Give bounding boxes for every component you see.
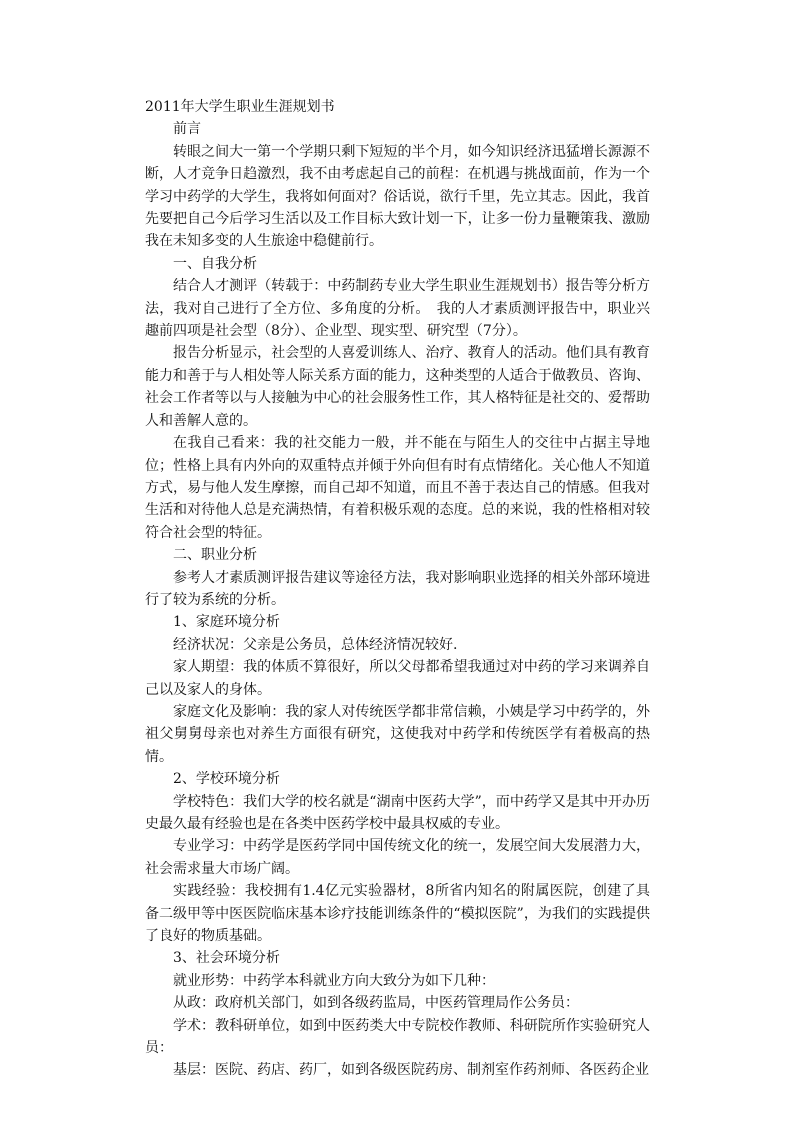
paragraph: 从政：政府机关部门，如到各级药监局，中医药管理局作公务员：	[173, 995, 579, 1012]
paragraph: 家人期望：我的体质不算很好，所以父母都希望我通过对中药的学习来调养自己以及家人的身体。	[145, 659, 650, 698]
section-heading-preface: 前言	[173, 121, 201, 138]
paragraph: 专业学习：中药学是医药学同中国传统文化的统一，发展空间大发展潜力大，社会需求量大市场广阔。	[145, 838, 650, 877]
paragraph: 就业形势：中药学本科就业方向大致分为如下几种：	[173, 972, 495, 989]
paragraph: 实践经验：我校拥有1.4亿元实验器材，8所省内知名的附属医院，创建了具备二级甲等中医医院临床基本诊疗技能训练条件的“模拟医院”，为我们的实践提供了良好的物质基础。	[145, 883, 650, 945]
subsection-heading-school: 2、学校环境分析	[173, 771, 280, 788]
paragraph: 基层：医院、药店、药厂，如到各级医院药房、制剂室作药剂师、各医药企业	[173, 1062, 649, 1079]
section-heading-self-analysis: 一、自我分析	[173, 255, 257, 272]
paragraph: 在我自己看来：我的社交能力一般，并不能在与陌生人的交往中占据主导地位；性格上具有内外向的双重特点并倾于外向但有时有点情绪化。关心他人不知道方式，易与他人发生摩擦，而自己却不知道，而且不善于表达自己的情感。但我对生活和对待他人总是充满热情，有着积极乐观的态度。总的来说，我的性格相对较符合社会型的特征。	[145, 435, 650, 541]
subsection-heading-society: 3、社会环境分析	[173, 950, 280, 967]
paragraph: 学术：教科研单位，如到中医药类大中专院校作教师、科研院所作实验研究人员：	[145, 1017, 650, 1057]
paragraph: 学校特色：我们大学的校名就是“湖南中医药大学”，而中药学又是其中开办历史最久最有经验也是在各类中医药学校中最具权威的专业。	[145, 793, 650, 832]
paragraph: 结合人才测评（转载于：中药制药专业大学生职业生涯规划书）报告等分析方法，我对自己进行了全方位、多角度的分析。 我的人才素质测评报告中，职业兴趣前四项是社会型（8分）、企业型、现实型、研究型（7分）。	[145, 278, 650, 340]
document-page	[145, 96, 650, 1082]
paragraph: 家庭文化及影响：我的家人对传统医学都非常信赖，小姨是学习中药学的，外祖父舅舅母亲也对养生方面很有研究，这使我对中药学和传统医学有着极高的热情。	[145, 703, 650, 765]
paragraph: 参考人才素质测评报告建议等途径方法，我对影响职业选择的相关外部环境进行了较为系统的分析。	[145, 569, 650, 608]
document-title: 2011年大学生职业生涯规划书	[145, 99, 335, 115]
paragraph: 经济状况：父亲是公务员，总体经济情况较好.	[173, 636, 458, 653]
paragraph: 报告分析显示，社会型的人喜爱训练人、治疗、教育人的活动。他们具有教育能力和善于与人相处等人际关系方面的能力，这种类型的人适合于做教员、咨询、社会工作者等以与人接触为中心的社会服务性工作，其人格特征是社交的、爱帮助人和善解人意的。	[145, 345, 650, 429]
paragraph: 转眼之间大一第一个学期只剩下短短的半个月，如今知识经济迅猛增长源源不断，人才竞争日趋激烈，我不由考虑起自己的前程：在机遇与挑战面前，作为一个学习中药学的大学生，我将如何面对？俗话说，欲行千里，先立其志。因此，我首先要把自己今后学习生活以及工作目标大致计划一下，让多一份力量鞭策我、激励我在未知多变的人生旅途中稳健前行。	[145, 143, 650, 250]
subsection-heading-family: 1、家庭环境分析	[173, 614, 280, 631]
section-heading-career-analysis: 二、职业分析	[173, 547, 257, 564]
